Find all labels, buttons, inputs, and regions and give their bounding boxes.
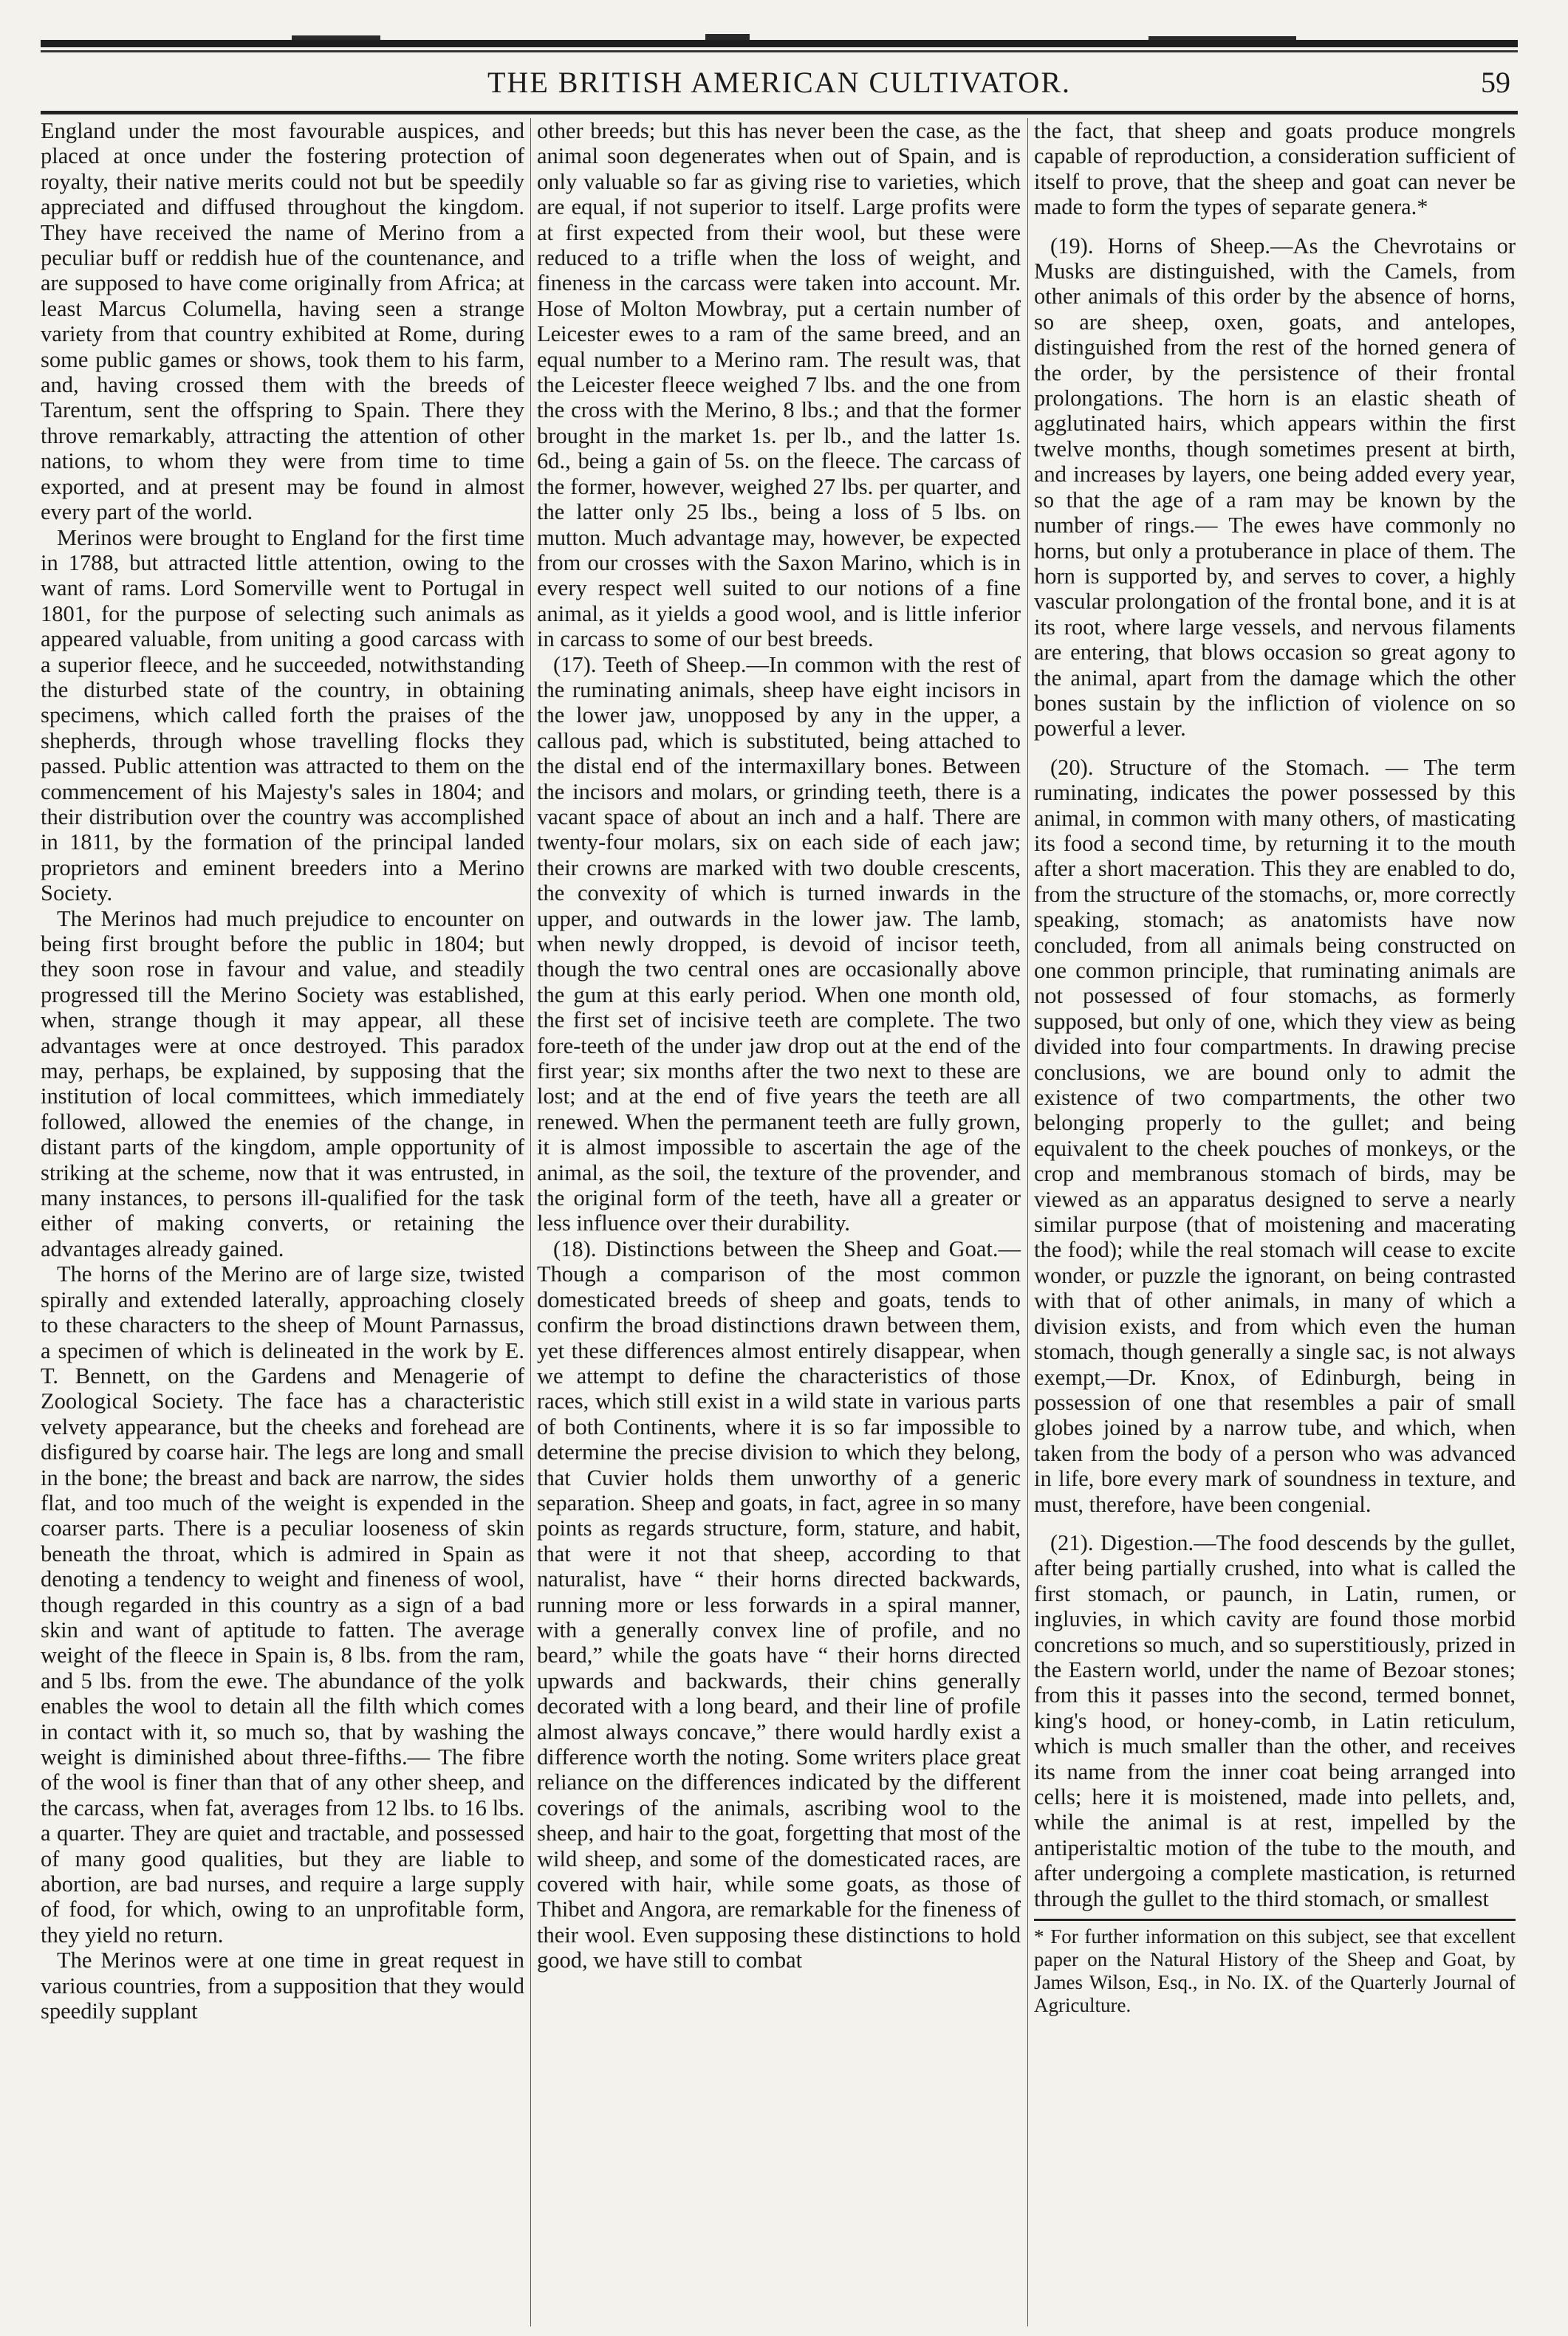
paragraph-structure-of-stomach: (20). Structure of the Stomach. — The term ruminating, indicates the power possessed by this animal, in common with many others, of masticating its food a second time, by returning it to the mouth after a short maceration. This they are enabled to do, from the structure of the stomachs, or, more correctly speaking, stomach; as anatomists have now concluded, from all animals being constructed on one common principle, that ruminating animals are not possessed of four stomachs, as formerly supposed, but only of one, which they view as being divided into four compartments. In drawing precise conclusions, we are bound only to admit the existence of two compartments, the other two belonging properly to the gullet; and being equivalent to the cheek pouches of monkeys, or the crop and membranous stomach of birds, may be viewed as an apparatus designed to serve a nearly similar purpose (that of moistening and macerating the food); while the real stomach will cease to excite wonder, or puzzle the ignorant, on being contrasted with that of other animals, in many of which a division exists, and from which even the human stomach, though generally a single sac, is not always exempt,—Dr. Knox, of Edinburgh, being in possession of one that resembles a pair of small globes joined by a narrow tube, and which, when taken from the body of a person who was advanced in life, bore every mark of soundness in texture, and must, therefore, have been congenial. [1034, 754, 1516, 1517]
paragraph: The horns of the Merino are of large size, twisted spirally and extended laterally, approaching closely to these characters to the sheep of Mount Parnassus, a specimen of which is delineated in the work by E. T. Bennett, on the Gardens and Menagerie of Zoological Society. The face has a characteristic velvety appearance, but the cheeks and forehead are disfigured by coarse hair. The legs are long and small in the bone; the breast and back are narrow, the sides flat, and too much of the weight is expended in the coarser parts. There is a peculiar looseness of skin beneath the throat, which is admired in Spain as denoting a tendency to weight and fineness of wool, though regarded in this country as a sign of a bad skin and want of aptitude to fatten. The average weight of the fleece in Spain is, 8 lbs. from the ram, and 5 lbs. from the ewe. The abundance of the yolk enables the wool to detain all the filth which comes in contact with it, so much so, that by washing the weight is diminished about three-fifths.— The fibre of the wool is finer than that of any other sheep, and the carcass, when fat, averages from 12 lbs. to 16 lbs. a quarter. They are quiet and tractable, and possessed of many good qualities, but they are liable to abortion, are bad nurses, and require a large supply of food, for which, owing to an unprofitable form, they yield no return. [41, 1261, 524, 1948]
page-header [41, 61, 1518, 108]
paragraph-teeth-of-sheep: (17). Teeth of Sheep.—In common with the rest of the ruminating animals, sheep have eight incisors in the lower jaw, unopposed by any in the upper, a callous pad, which is substituted, being attached to the distal end of the intermaxillary bones. Between the incisors and molars, or grinding teeth, there is a vacant space of about an inch and a half. There are twenty-four molars, six on each side of each jaw; their crowns are marked with two double crescents, the convexity of which is turned inwards in the upper, and outwards in the lower jaw. The lamb, when newly dropped, is devoid of incisor teeth, though the two central ones are occasionally above the gum at this early period. When one month old, the first set of incisive teeth are complete. The two fore-teeth of the under jaw drop out at the end of the first year; six months after the two next to these are lost; and at the end of five years the teeth are all renewed. When the permanent teeth are fully grown, it is almost impossible to ascertain the age of the animal, as the soil, the texture of the provender, and the original form of the teeth, have all a greater or less influence over their durability. [537, 651, 1021, 1236]
column-divider [1027, 118, 1028, 2326]
column-divider [530, 118, 531, 2326]
paragraph-sheep-and-goat: (18). Distinctions between the Sheep and Goat.—Though a comparison of the most common domesticated breeds of sheep and goats, tends to confirm the broad distinctions drawn between them, yet these differences almost entirely disappear, when we attempt to define the characteristics of those races, which still exist in a wild state in various parts of both Continents, where it is so far impossible to determine the precise division to which they belong, that Cuvier holds them unworthy of a generic separation. Sheep and goats, in fact, agree in so many points as regards structure, form, stature, and habit, that were it not that sheep, according to that naturalist, have “ their horns directed backwards, running more or less forwards in a spiral manner, with a generally convex line of profile, and no beard,” while the goats have “ their horns directed upwards and backwards, their chins generally decorated with a long beard, and their line of profile almost always concave,” there would hardly exist a difference worth the noting. Some writers place great reliance on the differences indicated by the different coverings of the animals, ascribing wool to the sheep, and hair to the goat, forgetting that most of the wild sheep, and some of the domesticated races, are covered with hair, while some goats, as those of Thibet and Angora, are remarkable for the fineness of their wool. Even supposing these distinctions to hold good, we have still to combat [537, 1236, 1021, 1973]
header-rule [41, 111, 1518, 114]
page-title: THE BRITISH AMERICAN CULTIVATOR. [487, 66, 1071, 99]
paragraph: The Merinos were at one time in great request in various countries, from a supposition that they would speedily supplant [41, 1948, 524, 2024]
paragraph: The Merinos had much prejudice to encounter on being first brought before the public in 1804; but they soon rose in favour and value, and steadily progressed till the Merino Society was established, when, strange though it may appear, all these advantages were at once destroyed. This paradox may, perhaps, be explained, by supposing that the institution of local committees, which immediately followed, allowed the enemies of the change, in distant parts of the kingdom, ample opportunity of striking at the scheme, now that it was entrusted, in many instances, to persons ill-qualified for the task either of making converts, or retaining the advantages already gained. [41, 905, 524, 1261]
paragraph: the fact, that sheep and goats produce mongrels capable of reproduction, a consideration sufficient of itself to prove, that the sheep and goat can never be made to form the types of separate genera.* [1034, 118, 1516, 220]
text-column-1 [41, 118, 524, 2024]
masthead-rule [41, 34, 1518, 59]
footnote: * For further information on this subject, see that excellent paper on the Natural History of the Sheep and Goat, by James Wilson, Esq., in No. IX. of the Quarterly Journal of Agriculture. [1034, 1925, 1516, 2017]
paragraph-horns-of-sheep: (19). Horns of Sheep.—As the Chevrotains or Musks are distinguished, with the Camels, from other animals of this order by the absence of horns, so are sheep, oxen, goats, and antelopes, distinguished from the rest of the horned genera of the order, by the persistence of their frontal prolongations. The horn is an elastic sheath of agglutinated hairs, which appears within the first twelve months, though sometimes present at birth, and increases by layers, one being added every year, so that the age of a ram may be known by the number of rings.— The ewes have commonly no horns, but only a protuberance in place of them. The horn is supported by, and serves to cover, a highly vascular prolongation of the frontal bone, and it is at its root, where large vessels, and nervous filaments are entering, that blows occasion so great agony to the animal, apart from the damage which the other bones sustain by the infliction of violence on so powerful a lever. [1034, 233, 1516, 741]
paragraph: Merinos were brought to England for the first time in 1788, but attracted little attention, owing to the want of rams. Lord Somerville went to Portugal in 1801, for the purpose of selecting such animals as appeared valuable, from uniting a good carcass with a superior fleece, and he succeeded, notwithstanding the disturbed state of the country, in obtaining specimens, which called forth the praises of the shepherds, through whose travelling flocks they passed. Public attention was attracted to them on the commencement of his Majesty's sales in 1804; and their distribution over the country was accomplished in 1811, by the formation of the principal landed proprietors and eminent breeders into a Merino Society. [41, 524, 524, 906]
paragraph: other breeds; but this has never been the case, as the animal soon degenerates when out of Spain, and is only valuable so far as giving rise to varieties, which are equal, if not superior to itself. Large profits were at first expected from their wool, but these were reduced to a trifle when the loss of weight, and fineness in the carcass were taken into account. Mr. Hose of Molton Mowbray, put a certain number of Leicester ewes to a ram of the same breed, and an equal number to a Merino ram. The result was, that the Leicester fleece weighed 7 lbs. and the one from the cross with the Merino, 8 lbs.; and that the former brought in the market 1s. per lb., and the latter 1s. 6d., being a gain of 5s. on the fleece. The carcass of the former, however, weighed 27 lbs. per quarter, and the latter only 25 lbs., being a loss of 5 lbs. on mutton. Much advantage may, however, be expected from our crosses with the Saxon Marino, which is in every respect well suited to our notions of a fine animal, as it yields a good wool, and is little inferior in carcass to some of our best breeds. [537, 118, 1021, 652]
paragraph: England under the most favourable auspices, and placed at once under the fostering protection of royalty, their native merits could not but be speedily appreciated and diffused throughout the kingdom. They have received the name of Merino from a peculiar buff or reddish hue of the countenance, and are supposed to have come originally from Africa; at least Marcus Columella, having seen a strange variety from that country exhibited at Rome, during some public games or shows, took them to his farm, and, having crossed them with the breeds of Tarentum, sent the offspring to Spain. There they throve remarkably, attracting the attention of other nations, to whom they were from time to time exported, and at present may be found in almost every part of the world. [41, 118, 524, 525]
page-number: 59 [1481, 66, 1510, 99]
text-column-2 [537, 118, 1021, 1973]
footnote-rule [1034, 1919, 1516, 1921]
text-column-3 [1034, 118, 1516, 2017]
paragraph-digestion: (21). Digestion.—The food descends by the gullet, after being partially crushed, into what is called the first stomach, or paunch, in Latin, rumen, or ingluvies, in which cavity are found those morbid concretions so much, and so superstitiously, prized in the Eastern world, under the name of Bezoar stones; from this it passes into the second, termed bonnet, king's hood, or honey-comb, in Latin reticulum, which is much smaller than the other, and receives its name from the inner coat being arranged into cells; here it is moistened, made into pellets, and, while the animal is at rest, impelled by the antiperistaltic motion of the tube to the mouth, and after undergoing a complete mastication, is returned through the gullet to the third stomach, or smallest [1034, 1530, 1516, 1911]
